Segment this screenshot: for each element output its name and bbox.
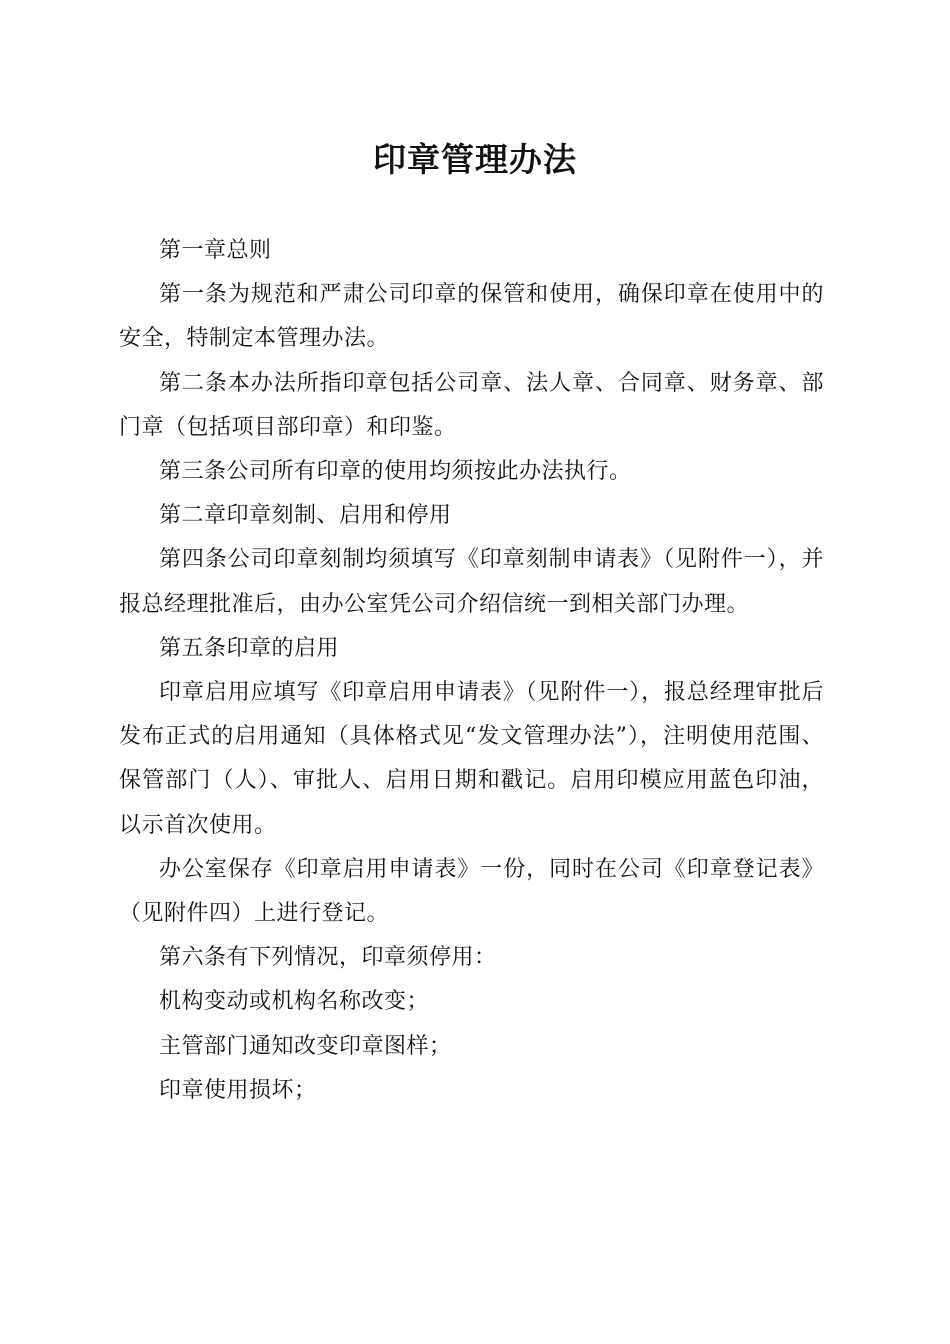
article-6: 第六条有下列情况，印章须停用： — [159, 945, 497, 971]
document-title: 印章管理办法 — [373, 140, 577, 179]
article-6-item-3: 印章使用损坏； — [159, 1077, 317, 1103]
article-6-item-2: 主管部门通知改变印章图样； — [159, 1033, 452, 1059]
article-1: 第一条为规范和严肃公司印章的保管和使用，确保印章在使用中的安全，特制定本管理办法。 — [119, 282, 824, 352]
article-5: 第五条印章的启用 — [159, 635, 340, 661]
article-2: 第二条本办法所指印章包括公司章、法人章、合同章、财务章、部门章（包括项目部印章）和印鉴。 — [119, 370, 824, 440]
chapter-heading-1: 第一章总则 — [159, 238, 272, 263]
article-4: 第四条公司印章刻制均须填写《印章刻制申请表》（见附件一），并报总经理批准后，由办公室凭公司介绍信统一到相关部门办理。 — [119, 547, 824, 617]
document-body — [119, 229, 824, 1113]
article-5-clause-2: 办公室保存《印章启用申请表》一份，同时在公司《印章登记表》（见附件四）上进行登记。 — [119, 856, 824, 927]
article-5-clause-1: 印章启用应填写《印章启用申请表》（见附件一），报总经理审批后发布正式的启用通知（具体格式见“发文管理办法”），注明使用范围、保管部门（人）、审批人、启用日期和戳记。启用印模应用蓝色印油，以示首次使用。 — [119, 680, 824, 838]
article-3: 第三条公司所有印章的使用均须按此办法执行。 — [159, 459, 632, 485]
article-6-item-1: 机构变动或机构名称改变； — [159, 989, 430, 1015]
chapter-heading-2: 第二章印章刻制、启用和停用 — [159, 503, 452, 529]
